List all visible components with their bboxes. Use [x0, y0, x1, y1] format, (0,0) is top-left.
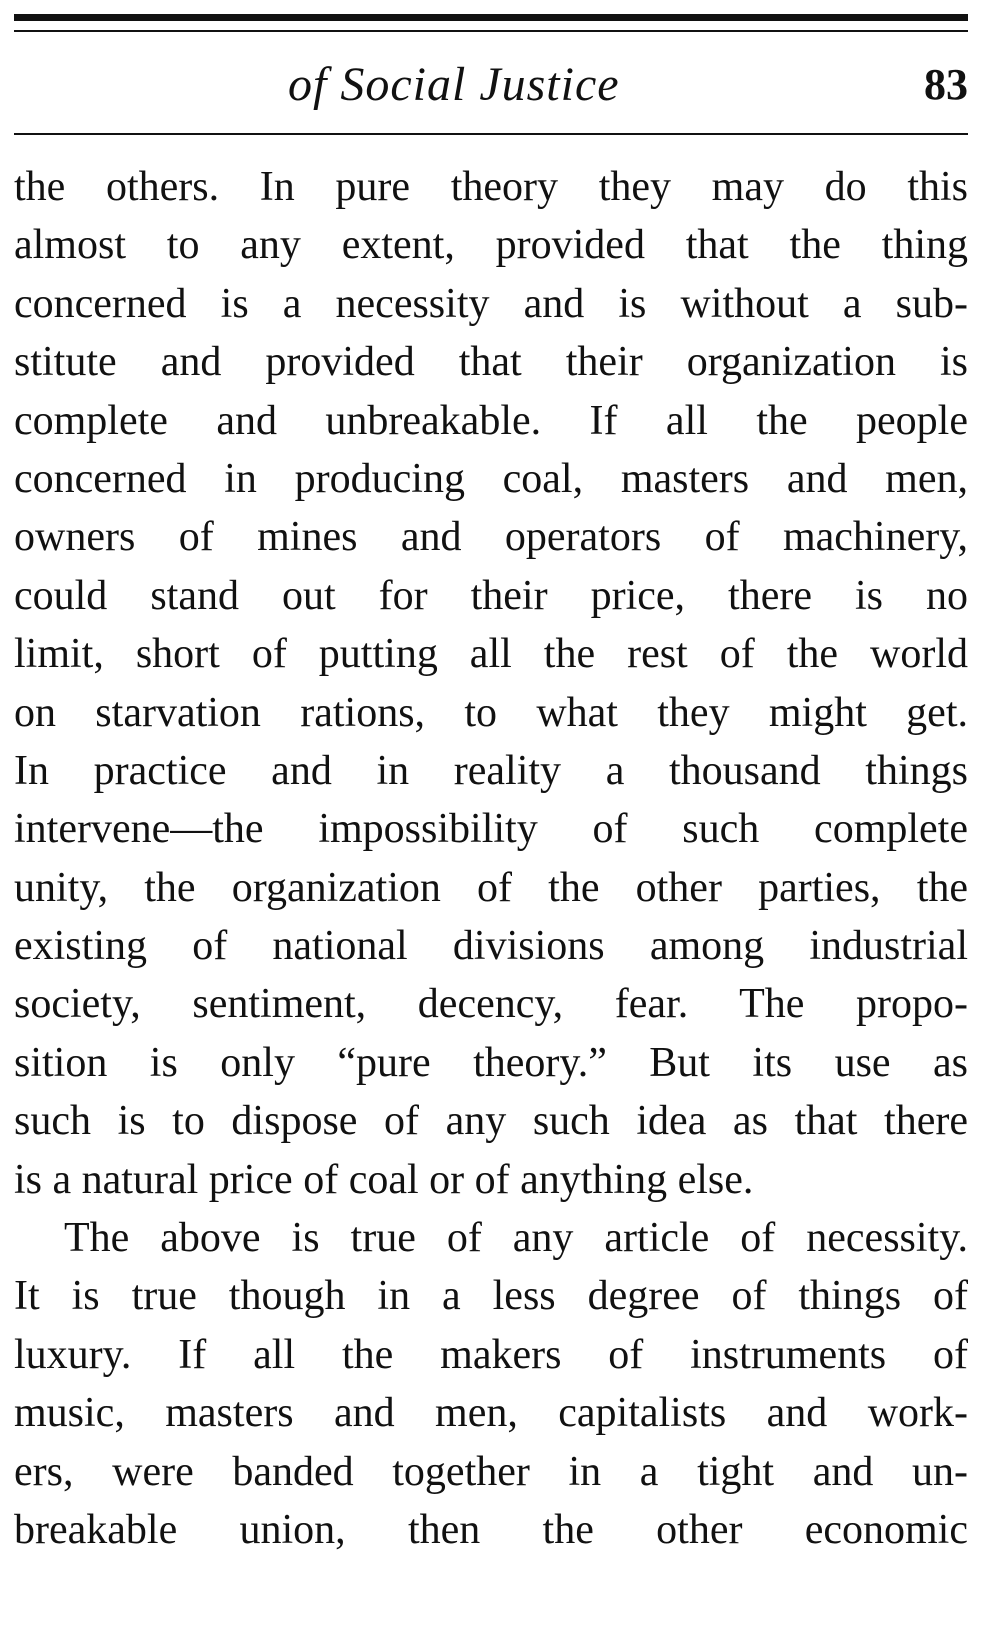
- text-line: intervene—the impossibility of such complete: [14, 806, 968, 853]
- top-thin-rule: [14, 30, 968, 32]
- text-line: unity, the organization of the other parties, the: [14, 864, 968, 911]
- text-line: owners of mines and operators of machinery,: [14, 514, 968, 561]
- text-line: complete and unbreakable. If all the people: [14, 397, 968, 444]
- top-thick-rule: [14, 14, 968, 21]
- text-line: society, sentiment, decency, fear. The propo-: [14, 981, 968, 1028]
- text-line: In practice and in reality a thousand things: [14, 747, 968, 794]
- text-line: breakable union, then the other economic: [14, 1506, 968, 1553]
- paragraph-start-line: The above is true of any article of necessity.: [64, 1215, 968, 1262]
- text-line: existing of national divisions among industrial: [14, 923, 968, 970]
- text-line: could stand out for their price, there is no: [14, 572, 968, 619]
- text-line: stitute and provided that their organization is: [14, 339, 968, 386]
- text-line: the others. In pure theory they may do this: [14, 164, 968, 210]
- text-line: such is to dispose of any such idea as that there: [14, 1098, 968, 1145]
- page-number: 83: [924, 60, 968, 109]
- text-line: limit, short of putting all the rest of the world: [14, 631, 968, 678]
- text-line: ers, were banded together in a tight and un-: [14, 1448, 968, 1495]
- paragraph-end-line: is a natural price of coal or of anything else.: [14, 1156, 754, 1203]
- text-line: music, masters and men, capitalists and work-: [14, 1390, 968, 1437]
- running-head: [0, 52, 990, 122]
- text-line: It is true though in a less degree of things of: [14, 1273, 968, 1320]
- header-rule: [14, 133, 968, 135]
- text-line: on starvation rations, to what they might get.: [14, 689, 968, 736]
- text-line: almost to any extent, provided that the thing: [14, 222, 968, 269]
- text-line: sition is only “pure theory.” But its use as: [14, 1039, 968, 1086]
- body-text: [14, 158, 968, 1559]
- text-line: concerned is a necessity and is without a sub-: [14, 280, 968, 327]
- text-line: concerned in producing coal, masters and men,: [14, 455, 968, 502]
- text-line: luxury. If all the makers of instruments of: [14, 1331, 968, 1378]
- running-title: of Social Justice: [288, 58, 620, 111]
